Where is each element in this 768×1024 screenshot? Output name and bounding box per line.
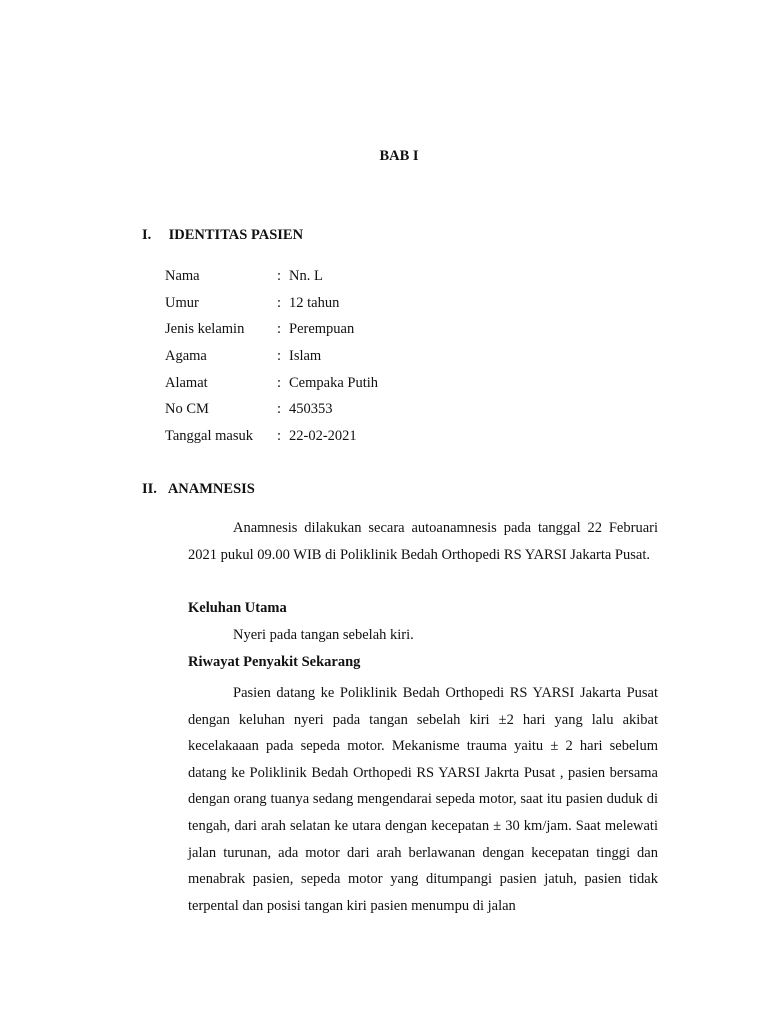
riwayat-penyakit-heading: Riwayat Penyakit Sekarang xyxy=(188,654,361,670)
identity-label: Alamat xyxy=(165,374,208,391)
identity-separator: : xyxy=(277,268,282,284)
identity-label: Tanggal masuk xyxy=(165,428,253,445)
identity-row-no-cm xyxy=(165,399,378,426)
section-number: I. xyxy=(142,227,152,243)
anamnesis-intro-paragraph: Anamnesis dilakukan secara autoanamnesis pada tanggal 22 Februari 2021 pukul 09.00 WIB di Poliklinik Bedah Orthopedi RS YARSI Jakarta Pusat. xyxy=(188,520,658,563)
identity-row-umur xyxy=(165,293,378,320)
identity-row-tanggal-masuk xyxy=(165,426,378,453)
identity-label: Agama xyxy=(165,348,207,365)
section-heading-identitas xyxy=(142,227,303,244)
identity-value: Islam xyxy=(289,348,322,365)
section-title: ANAMNESIS xyxy=(167,481,255,497)
identity-label: Jenis kelamin xyxy=(165,321,245,338)
identity-row-jenis-kelamin xyxy=(165,319,378,346)
identity-separator: : xyxy=(277,348,282,365)
keluhan-utama-heading: Keluhan Utama xyxy=(188,600,287,616)
identity-list xyxy=(165,266,378,453)
identity-value: Cempaka Putih xyxy=(289,374,379,391)
identity-separator: : xyxy=(277,401,282,418)
identity-separator: : xyxy=(277,294,282,311)
identity-row-agama xyxy=(165,346,378,373)
chapter-title: BAB I xyxy=(379,148,419,164)
identity-value: 12 tahun xyxy=(289,294,340,311)
section-number: II. xyxy=(142,481,157,497)
identity-value: 450353 xyxy=(289,401,333,418)
keluhan-utama-text: Nyeri pada tangan sebelah kiri. xyxy=(233,627,414,643)
identity-label: Umur xyxy=(165,294,199,311)
identity-separator: : xyxy=(277,321,282,338)
identity-value: Perempuan xyxy=(289,321,355,338)
section-title: IDENTITAS PASIEN xyxy=(168,227,304,243)
identity-separator: : xyxy=(277,428,282,445)
identity-separator: : xyxy=(277,374,282,391)
section-heading-anamnesis xyxy=(142,481,255,498)
identity-label: Nama xyxy=(165,268,200,284)
identity-row-nama xyxy=(165,266,378,293)
identity-row-alamat xyxy=(165,373,378,400)
identity-label: No CM xyxy=(165,401,209,418)
identity-value: Nn. L xyxy=(289,268,323,284)
identity-value: 22-02-2021 xyxy=(289,428,357,445)
riwayat-penyakit-paragraph: Pasien datang ke Poliklinik Bedah Orthopedi RS YARSI Jakarta Pusat dengan keluhan nyeri pada tangan sebelah kiri ±2 hari yang lalu akibat kecelakaaan pada sepeda motor. Mekanisme trauma yaitu ± 2 hari sebelum datang ke Poliklinik Bedah Orthopedi RS YARSI Jakrta Pusat , pasien bersama dengan orang tuanya sedang mengendarai sepeda motor, saat itu pasien duduk di tengah, dari arah selatan ke utara dengan kecepatan ± 30 km/jam. Saat melewati jalan turunan, ada motor dari arah berlawanan dengan kecepatan tinggi dan menabrak pasien, sepeda motor yang ditumpangi pasien jatuh, pasien tidak terpental dan posisi tangan kiri pasien menumpu di jalan xyxy=(188,685,658,914)
